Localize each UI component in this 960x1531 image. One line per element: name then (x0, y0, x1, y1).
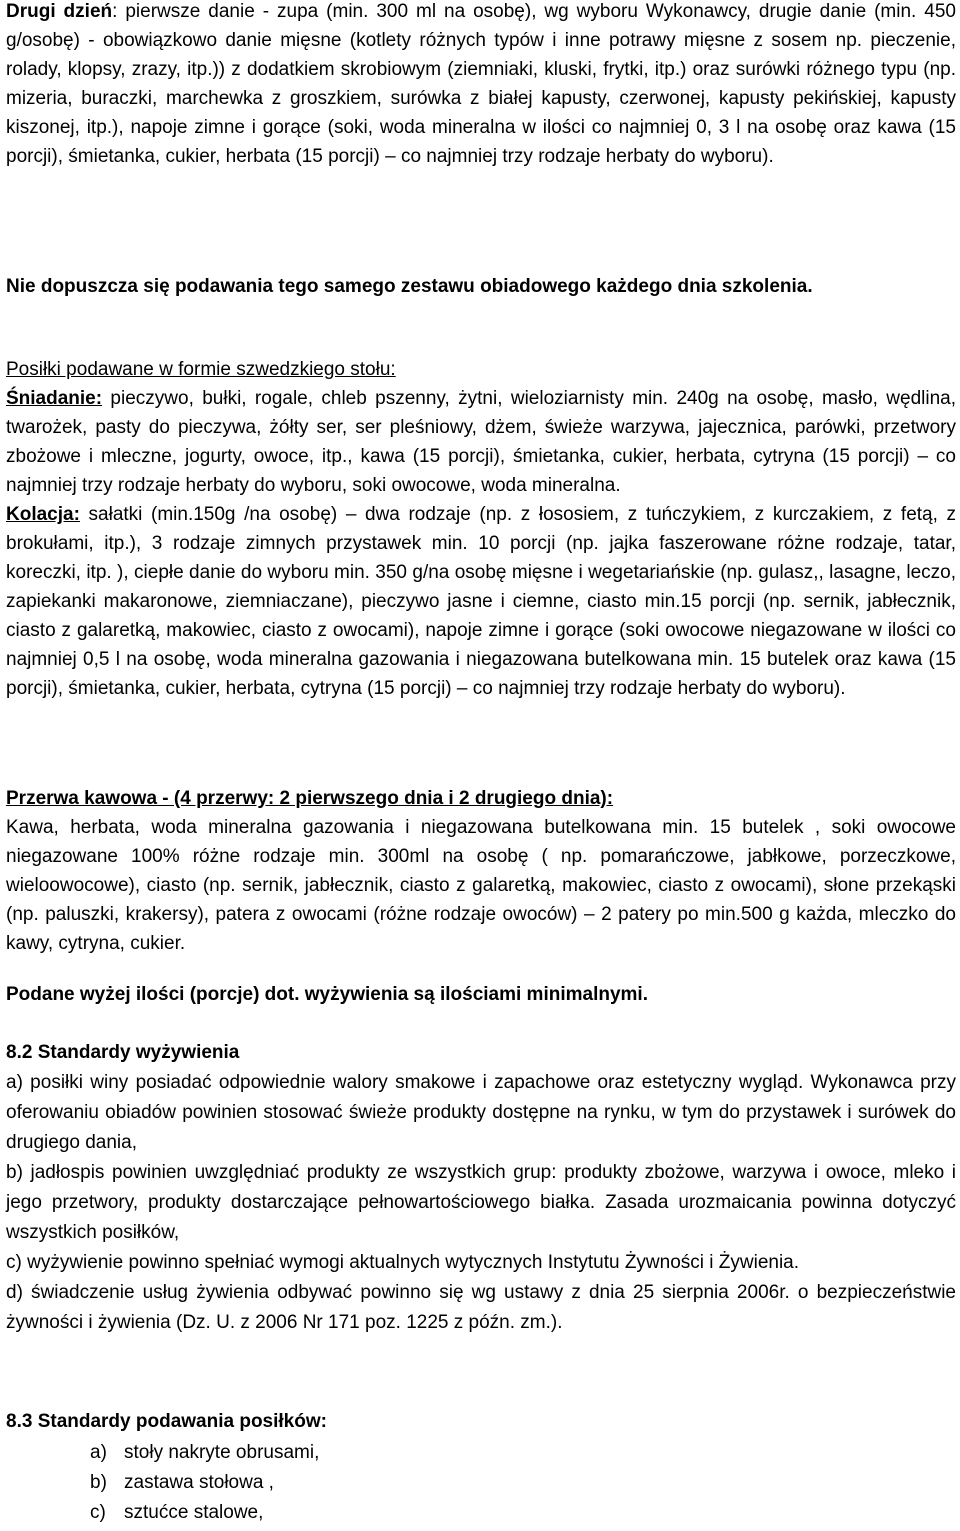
notice-text: Nie dopuszcza się podawania tego samego zestawu obiadowego każdego dnia szkolenia. (6, 276, 813, 297)
notice-paragraph (6, 272, 956, 301)
list-item-text: zastawa stołowa , (124, 1472, 274, 1493)
buffet-heading: Posiłki podawane w formie szwedzkiego stołu: (6, 359, 396, 380)
list-item-letter: c) (90, 1502, 106, 1523)
breakfast-label: Śniadanie: (6, 388, 103, 409)
section-8-2-heading: 8.2 Standardy wyżywienia (6, 1042, 240, 1063)
minimum-note: Podane wyżej ilości (porcje) dot. wyżywienia są ilościami minimalnymi. (6, 984, 648, 1005)
section-8-2-a: a) posiłki winy posiadać odpowiednie walory smakowe i zapachowe oraz estetyczny wygląd. Wykonawca przy oferowaniu obiadów powinien stosować świeże produkty dostępne na rynku, w tym do przystawek i surówek do drugiego dania, (6, 1072, 956, 1153)
list-item (90, 1498, 490, 1528)
section-8-2-d: d) świadczenie usług żywienia odbywać powinno się wg ustawy z dnia 25 sierpnia 2006r. o bezpieczeństwie żywności i żywienia (Dz. U. z 2006 Nr 171 poz. 1225 z późn. zm.). (6, 1282, 956, 1333)
section-8-2-c: c) wyżywienie powinno spełniać wymogi aktualnych wytycznych Instytutu Żywności i Żywienia. (6, 1252, 800, 1273)
supper-text: sałatki (min.150g /na osobę) – dwa rodzaje (np. z łososiem, z tuńczykiem, z kurczakiem, z fetą, z brokułami, itp.), 3 rodzaje zimnych przystawek min. 10 porcji (np. jajka faszerowane różne rodzaje, tatar, koreczki, itp. ), ciepłe danie do wyboru min. 350 g/na osobę mięsne i wegetariańskie (np. gulasz,, lasagne, leczo, zapiekanki makaronowe, ziemniaczane), pieczywo jasne i ciemne, ciasto min.15 porcji (np. sernik, jabłecznik, ciasto z galaretką, makowiec, ciasto z owocami), napoje zimne i gorące (soki owocowe niegazowane w ilości co najmniej 0,5 l na osobę, woda mineralna gazowania i niegazowana butelkowana min. 15 butelek oraz kawa (15 porcji), śmietanka, cukier, herbata, cytryna (15 porcji) – co najmniej trzy rodzaje herbaty do wyboru). (6, 504, 956, 699)
coffee-section (6, 784, 956, 958)
list-item-text: stoły nakryte obrusami, (124, 1442, 320, 1463)
minimum-note-paragraph (6, 980, 956, 1009)
day2-text: : pierwsze danie - zupa (min. 300 ml na osobę), wg wyboru Wykonawcy, drugie danie (min. 450 g/osobę) - obowiązkowo danie mięsne (kotlety różnych typów i inne potrawy mięsne z sosem np. pieczenie, rolady, klopsy, zrazy, itp.)) z dodatkiem skrobiowym (ziemniaki, kluski, frytki, itp.) oraz surówki różnego typu (np. mizeria, buraczki, marchewka z groszkiem, surówka z białej kapusty, czerwonej, kapusty pekińskiej, kapusty kiszonej, itp.), napoje zimne i gorące (soki, woda mineralna w ilości co najmniej 0, 3 l na osobę oraz kawa (15 porcji), śmietanka, cukier, herbata (15 porcji) – co najmniej trzy rodzaje herbaty do wyboru). (6, 1, 956, 167)
list-item-text: sztućce stalowe, (124, 1502, 264, 1523)
list-item (90, 1468, 490, 1498)
section-8-2 (6, 1038, 956, 1338)
coffee-text: Kawa, herbata, woda mineralna gazowania i niegazowana butelkowana min. 15 butelek , soki owocowe niegazowane 100% różne rodzaje min. 300ml na osobę ( np. pomarańczowe, jabłkowe, porzeczkowe, wieloowocowe), ciasto (np. sernik, jabłecznik, ciasto z galaretką, makowiec, ciasto z owocami), słone przekąski (np. paluszki, krakersy), patera z owocami (różne rodzaje owoców) – 2 patery po min.500 g każda, mleczko do kawy, cytryna, cukier. (6, 817, 956, 954)
day2-paragraph (6, 0, 956, 171)
list-item (90, 1438, 490, 1468)
list-item-letter: b) (90, 1472, 107, 1493)
coffee-heading: Przerwa kawowa - (4 przerwy: 2 pierwszego dnia i 2 drugiego dnia): (6, 788, 614, 809)
breakfast-text: pieczywo, bułki, rogale, chleb pszenny, żytni, wieloziarnisty min. 240g na osobę, masło, wędlina, twarożek, pasty do pieczywa, żółty ser, ser pleśniowy, dżem, świeże warzywa, jajecznica, parówki, przetwory zbożowe i mleczne, jogurty, owoce, itp., kawa (15 porcji), śmietanka, cukier, herbata, cytryna (15 porcji) – co najmniej trzy rodzaje herbaty do wyboru, soki owocowe, woda mineralna. (6, 388, 956, 496)
supper-label: Kolacja: (6, 504, 80, 525)
list-item-letter: a) (90, 1442, 107, 1463)
day2-label: Drugi dzień (6, 1, 113, 22)
section-8-3-list (90, 1438, 490, 1528)
section-8-2-b: b) jadłospis powinien uwzględniać produkty ze wszystkich grup: produkty zbożowe, warzywa i owoce, mleko i jego przetwory, produkty dostarczające pełnowartościowego białka. Zasada urozmaicania powinna dotyczyć wszystkich posiłków, (6, 1162, 956, 1243)
section-8-3-heading-block (6, 1407, 956, 1436)
section-8-3-heading: 8.3 Standardy podawania posiłków: (6, 1411, 327, 1432)
buffet-section (6, 355, 956, 703)
